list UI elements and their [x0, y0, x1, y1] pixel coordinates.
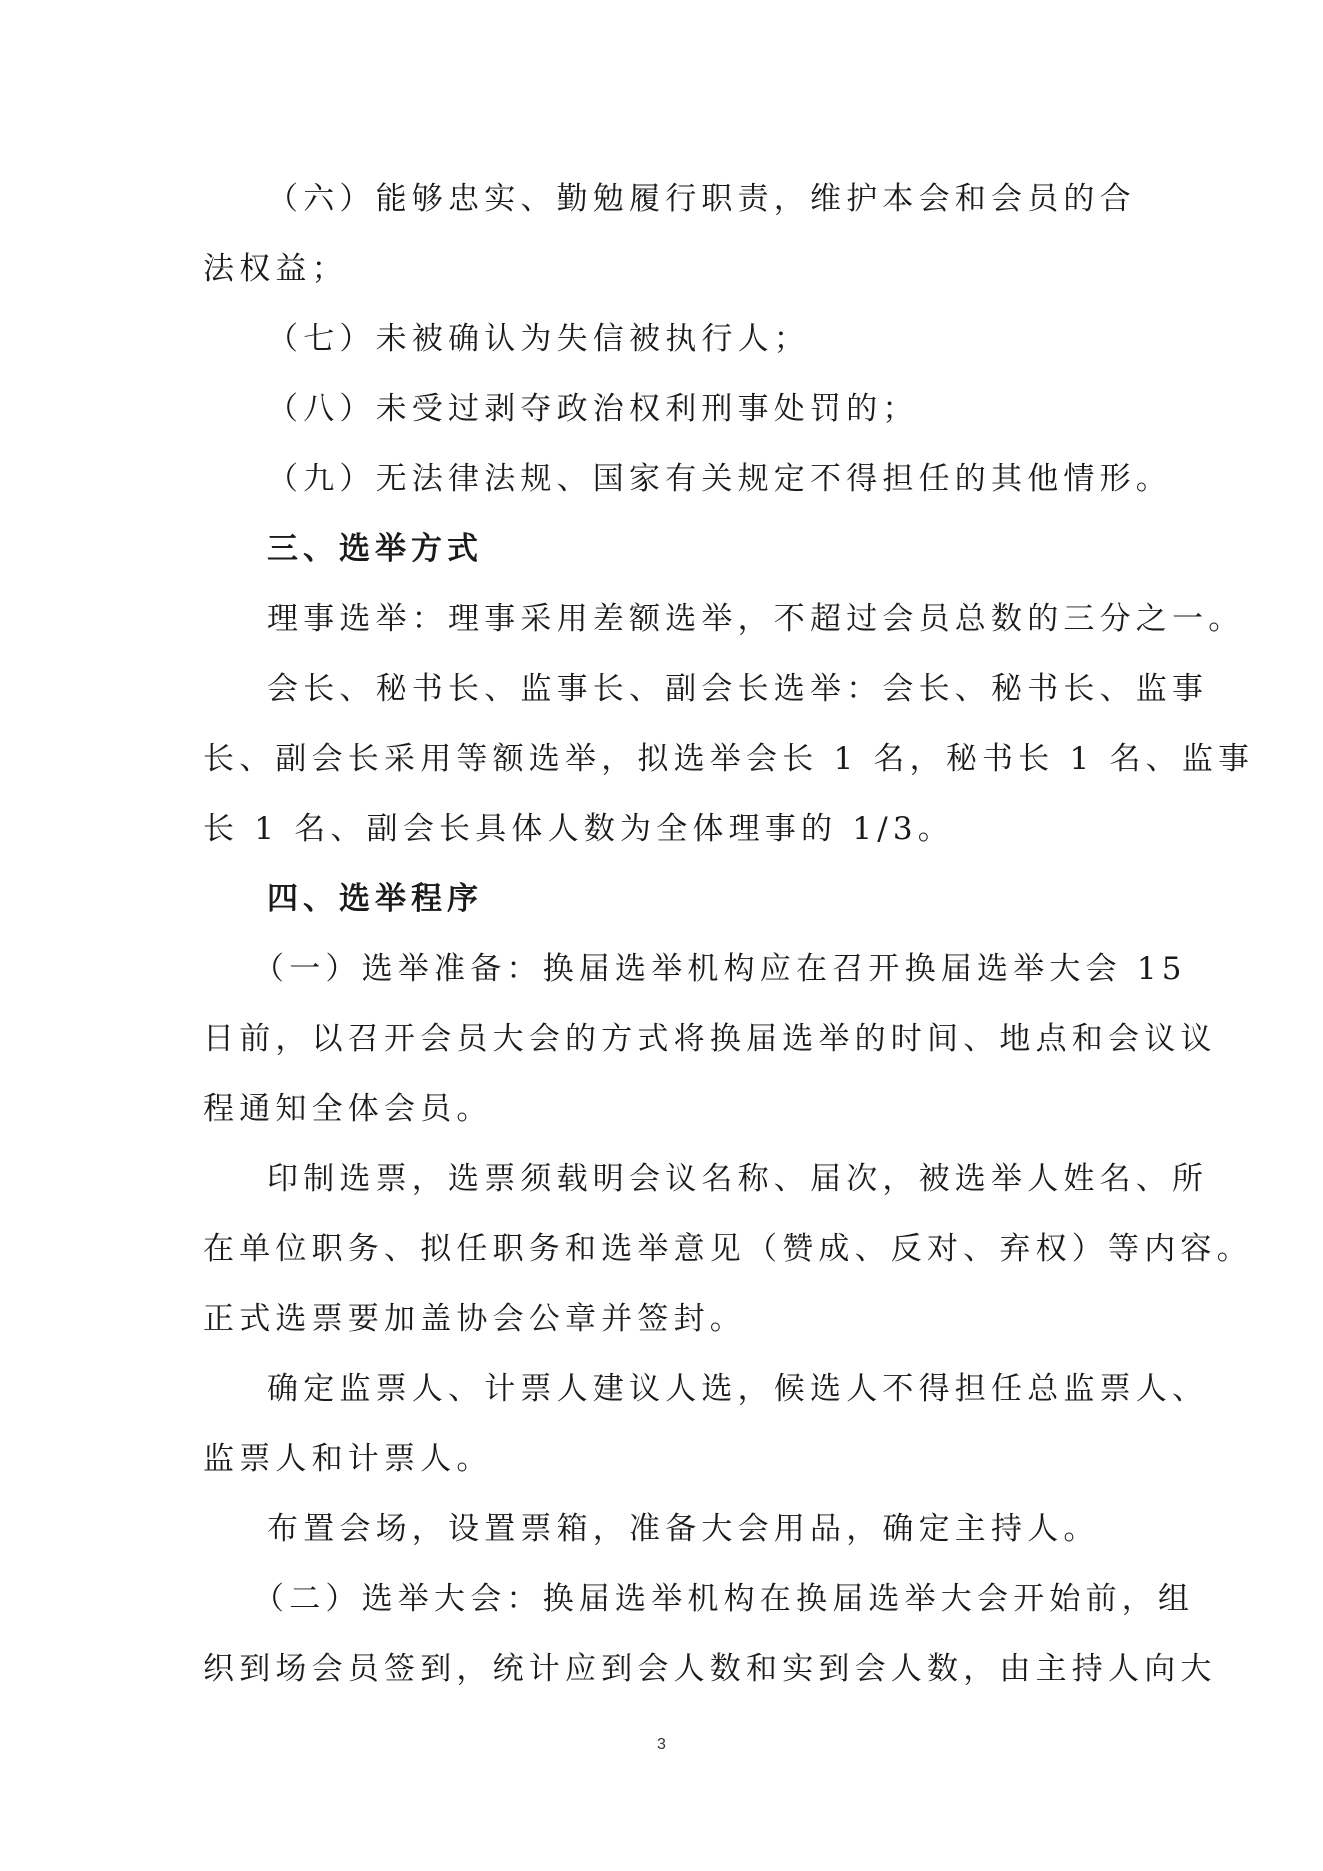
venue-paragraph: 布置会场，设置票箱，准备大会用品，确定主持人。 — [267, 1511, 1100, 1547]
director-election-paragraph: 理事选举：理事采用差额选举，不超过会员总数的三分之一。 — [267, 601, 1245, 637]
assembly-line-1: （二）选举大会：换届选举机构在换届选举大会开始前，组 — [253, 1581, 1195, 1617]
officer-election-line-2: 长、副会长采用等额选举，拟选举会长 1 名，秘书长 1 名、监事 — [203, 741, 1255, 777]
page-number: 3 — [657, 1736, 666, 1753]
ballot-line-1: 印制选票，选票须载明会议名称、届次，被选举人姓名、所 — [267, 1161, 1209, 1197]
assembly-line-2: 织到场会员签到，统计应到会人数和实到会人数，由主持人向大 — [203, 1651, 1217, 1687]
section-heading-election-procedure: 四、选举程序 — [267, 881, 483, 917]
ballot-line-3: 正式选票要加盖协会公章并签封。 — [203, 1301, 746, 1337]
officer-election-line-3: 长 1 名、副会长具体人数为全体理事的 1/3。 — [203, 811, 954, 847]
item-seven: （七）未被确认为失信被执行人； — [267, 321, 810, 357]
scrutineer-line-1: 确定监票人、计票人建议人选，候选人不得担任总监票人、 — [267, 1371, 1209, 1407]
item-six-line-1: （六）能够忠实、勤勉履行职责，维护本会和会员的合 — [267, 181, 1136, 217]
scrutineer-line-2: 监票人和计票人。 — [203, 1441, 493, 1477]
preparation-line-1: （一）选举准备：换届选举机构应在召开换届选举大会 15 — [253, 951, 1187, 987]
section-heading-election-method: 三、选举方式 — [267, 531, 483, 567]
preparation-line-3: 程通知全体会员。 — [203, 1091, 493, 1127]
item-nine: （九）无法律法规、国家有关规定不得担任的其他情形。 — [267, 461, 1172, 497]
item-six-line-2: 法权益； — [203, 251, 348, 287]
item-eight: （八）未受过剥夺政治权利刑事处罚的； — [267, 391, 919, 427]
document-body — [203, 164, 1255, 1704]
ballot-line-2: 在单位职务、拟任职务和选举意见（赞成、反对、弃权）等内容。 — [203, 1231, 1253, 1267]
preparation-line-2: 日前，以召开会员大会的方式将换届选举的时间、地点和会议议 — [203, 1021, 1217, 1057]
officer-election-line-1: 会长、秘书长、监事长、副会长选举：会长、秘书长、监事 — [267, 671, 1209, 707]
